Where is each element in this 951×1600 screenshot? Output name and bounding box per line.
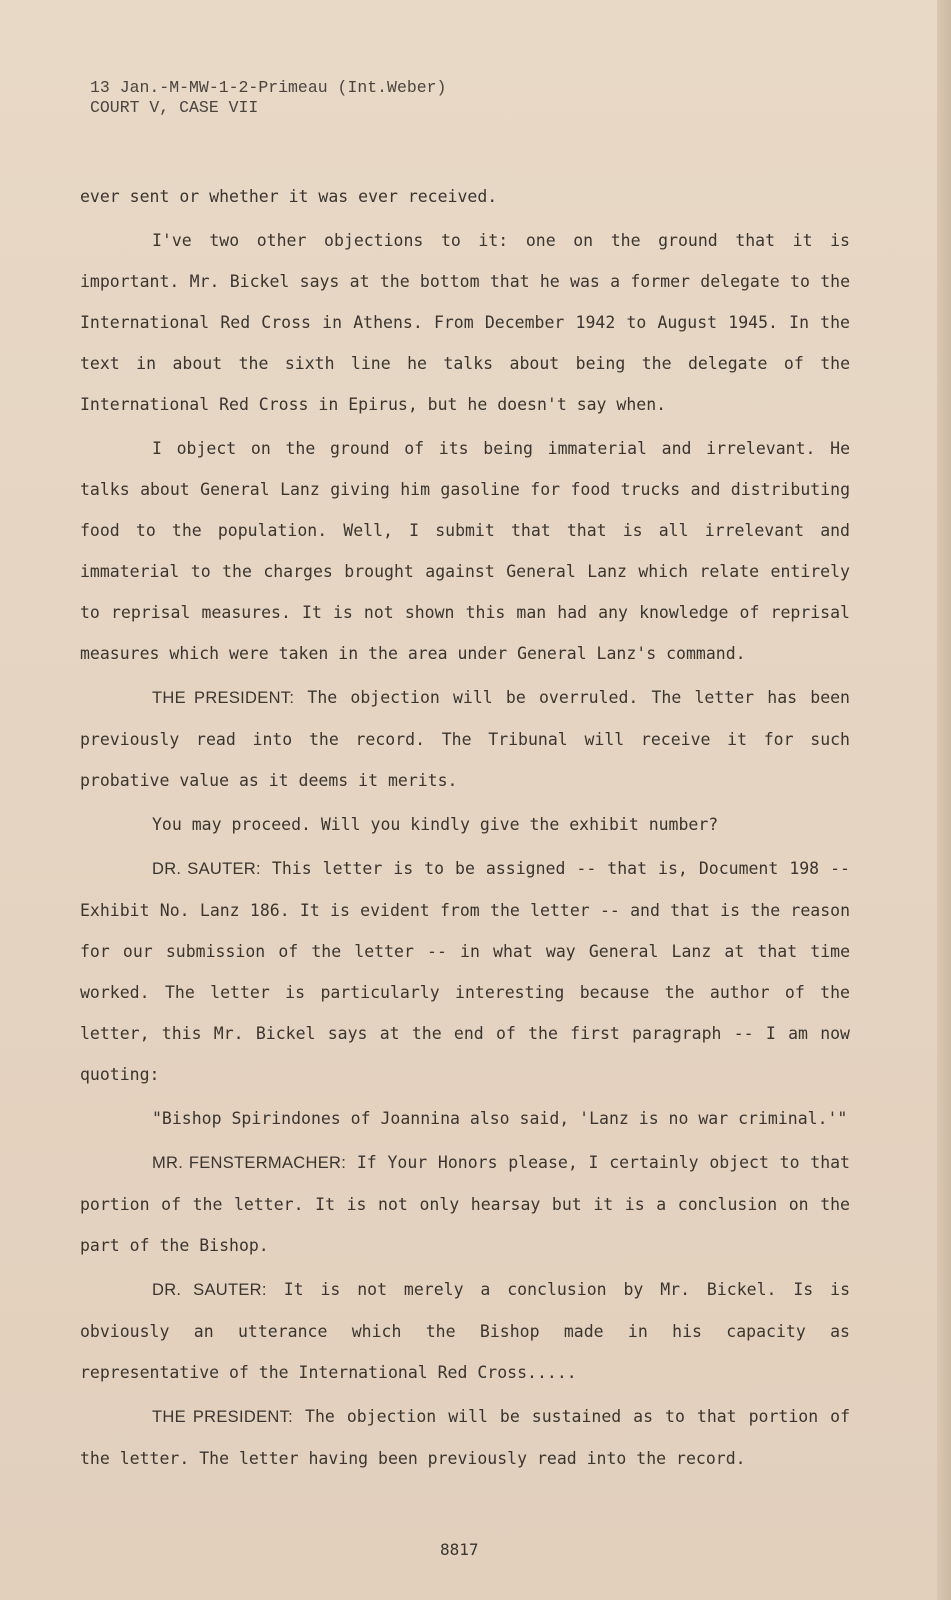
header-line-2: COURT V, CASE VII — [90, 98, 259, 117]
transcript-body — [80, 176, 850, 1479]
speaker-label: DR. SAUTER: — [152, 1281, 267, 1299]
paragraph-text: I object on the ground of its being immaterial and irrelevant. He talks about General Lanz giving him gasoline for food trucks and distributing food to the population. Well, I submit that that is all irrelevant and immaterial to the charges brought against General Lanz which relate entirely to reprisal measures. It is not shown this man had any knowledge of reprisal measures which were taken in the area under General Lanz's command. — [80, 439, 850, 663]
page-number: 8817 — [440, 1540, 479, 1559]
paragraph-text: The objection will be sustained as to that portion of the letter. The letter having been previously read into the record. — [80, 1407, 850, 1468]
quotation-text: "Bishop Spirindones of Joannina also said, 'Lanz is no war criminal.'" — [152, 1109, 848, 1128]
paragraph-text: The objection will be overruled. The letter has been previously read into the record. The Tribunal will receive it for such probative value as it deems it merits. — [80, 688, 850, 790]
paragraph — [80, 428, 850, 674]
speaker-label: MR. FENSTERMACHER: — [152, 1154, 347, 1172]
paragraph-text: I've two other objections to it: one on the ground that it is important. Mr. Bickel says at the bottom that he was a former delegate to the International Red Cross in Athens. From December 1942 to August 1945. In the text in about the sixth line he talks about being the delegate of the International Red Cross in Epirus, but he doesn't say when. — [80, 231, 850, 414]
header-line-1: 13 Jan.-M-MW-1-2-Primeau (Int.Weber) — [90, 78, 447, 97]
paragraph — [80, 176, 850, 217]
document-header — [90, 78, 446, 118]
paragraph-text: You may proceed. Will you kindly give the exhibit number? — [152, 815, 719, 834]
speaker-label: THE PRESIDENT: — [152, 1408, 294, 1426]
paragraph-text: It is not merely a conclusion by Mr. Bickel. Is is obviously an utterance which the Bishop made in his capacity as representative of the International Red Cross..... — [80, 1280, 851, 1382]
paragraph — [80, 1396, 850, 1479]
page-edge — [937, 0, 951, 1600]
paragraph — [80, 1269, 850, 1393]
paragraph-text: ever sent or whether it was ever received. — [80, 187, 498, 206]
paragraph — [80, 1098, 850, 1139]
speaker-label: DR. SAUTER: — [152, 860, 261, 878]
paragraph — [80, 804, 850, 845]
paragraph — [80, 220, 850, 425]
speaker-label: THE PRESIDENT: — [152, 689, 295, 707]
paragraph — [80, 1142, 850, 1266]
paragraph-text: This letter is to be assigned -- that is, Document 198 -- Exhibit No. Lanz 186. It is evident from the letter -- and that is the reason for our submission of the letter -- in what way General Lanz at that time worked. The letter is particularly interesting because the author of the letter, this Mr. Bickel says at the end of the first paragraph -- I am now quoting: — [80, 859, 850, 1084]
paragraph — [80, 677, 850, 801]
paragraph-text: If Your Honors please, I certainly object to that portion of the letter. It is not only hearsay but it is a conclusion on the part of the Bishop. — [80, 1153, 850, 1255]
paragraph — [80, 848, 850, 1095]
